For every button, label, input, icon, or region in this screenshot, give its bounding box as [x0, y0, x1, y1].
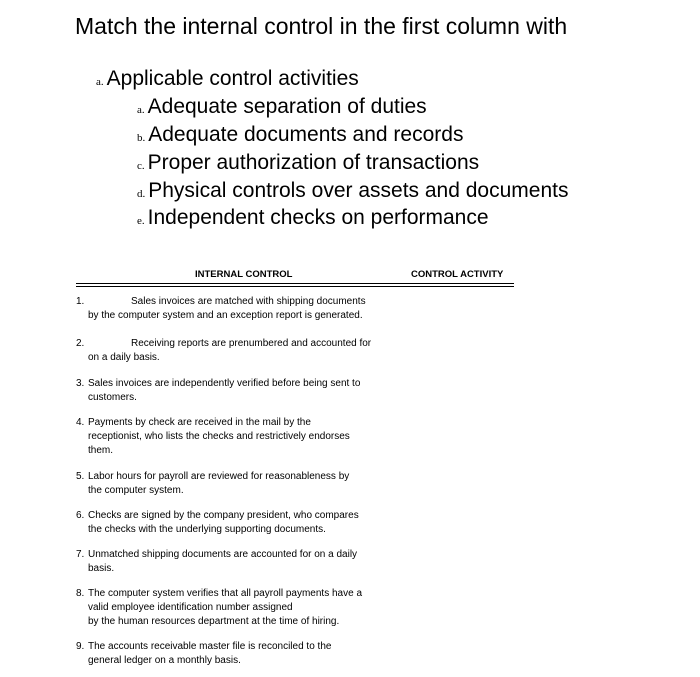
list-marker: b.: [137, 132, 146, 144]
item-text-line: Receiving reports are prenumbered and accounted for: [131, 338, 372, 349]
item-text-line: Sales invoices are matched with shipping documents: [131, 296, 366, 307]
item-text-line: the checks with the underlying supporting documents.: [88, 524, 326, 535]
item-number: 9.: [76, 641, 85, 652]
activity-label: Proper authorization of transactions: [147, 151, 480, 174]
activity-label: Adequate separation of duties: [147, 95, 427, 118]
item-text-line: Labor hours for payroll are reviewed for reasonableness by: [88, 471, 350, 482]
control-item-9: [76, 640, 416, 668]
list-marker: d.: [137, 188, 146, 200]
item-number: 1.: [76, 296, 85, 307]
list-marker: c.: [137, 160, 145, 172]
column-header-control-activity: CONTROL ACTIVITY: [411, 269, 504, 280]
item-text-line: them.: [88, 445, 114, 456]
item-number: 2.: [76, 338, 85, 349]
applicable-activities-label: Applicable control activities: [106, 67, 359, 90]
activity-label: Adequate documents and records: [148, 123, 464, 146]
activity-label: Independent checks on performance: [147, 206, 489, 229]
item-text-line: on a daily basis.: [88, 352, 160, 363]
control-item-2: [76, 337, 416, 365]
item-number: 3.: [76, 378, 85, 389]
header-rule-bottom: [76, 286, 514, 287]
control-item-1: [76, 295, 416, 323]
list-marker: a.: [137, 104, 145, 116]
control-item-6: [76, 509, 416, 537]
list-marker: e.: [137, 215, 145, 227]
activity-item-b: [137, 122, 463, 151]
item-text-line: Checks are signed by the company president, who compares: [88, 510, 359, 521]
item-text-line: Unmatched shipping documents are accounted for on a daily: [88, 549, 358, 560]
page-title: Match the internal control in the first column with: [75, 13, 568, 39]
item-number: 8.: [76, 588, 85, 599]
activity-item-c: [137, 150, 479, 179]
item-text-line: by the computer system and an exception report is generated.: [88, 310, 363, 321]
item-number: 5.: [76, 471, 85, 482]
item-text-line: customers.: [88, 392, 137, 403]
item-text-line: The accounts receivable master file is reconciled to the: [88, 641, 332, 652]
item-text-line: by the human resources department at the time of hiring.: [88, 616, 340, 627]
item-number: 6.: [76, 510, 85, 521]
control-item-7: [76, 548, 416, 576]
item-text-line: general ledger on a monthly basis.: [88, 655, 241, 666]
item-text-line: receptionist, who lists the checks and restrictively endorses: [88, 431, 350, 442]
control-item-8: [76, 587, 416, 629]
list-marker: a.: [96, 76, 104, 88]
control-item-3: [76, 377, 416, 405]
item-text-line: Sales invoices are independently verified before being sent to: [88, 378, 361, 389]
activity-item-e: [137, 205, 489, 234]
item-number: 4.: [76, 417, 85, 428]
header-rule-top: [76, 283, 514, 284]
applicable-activities-heading: [96, 66, 359, 95]
activity-label: Physical controls over assets and documents: [148, 179, 569, 202]
item-text-line: The computer system verifies that all payroll payments have a: [88, 588, 363, 599]
item-number: 7.: [76, 549, 85, 560]
item-text-line: basis.: [88, 563, 115, 574]
item-text-line: Payments by check are received in the mail by the: [88, 417, 311, 428]
activity-item-a: [137, 94, 427, 123]
item-text-line: valid employee identification number assigned: [88, 602, 293, 613]
control-item-5: [76, 470, 416, 498]
item-text-line: the computer system.: [88, 485, 184, 496]
activity-item-d: [137, 178, 568, 207]
control-item-4: [76, 416, 416, 458]
column-header-internal-control: INTERNAL CONTROL: [195, 269, 293, 280]
